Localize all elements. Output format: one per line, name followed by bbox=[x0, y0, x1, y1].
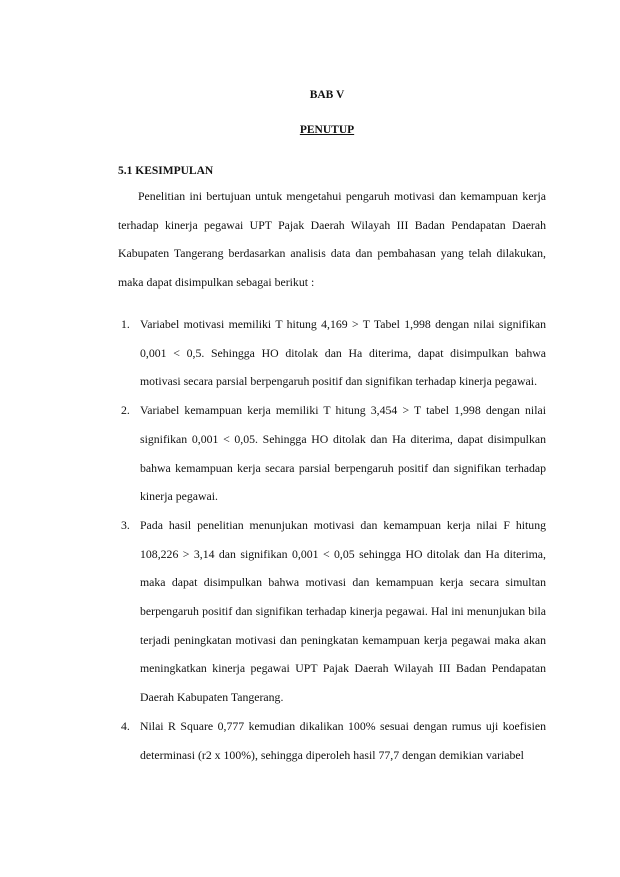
section-heading: 5.1 KESIMPULAN bbox=[118, 165, 214, 177]
chapter-title: PENUTUP bbox=[299, 124, 355, 136]
list-item-number: 3. bbox=[121, 517, 130, 532]
chapter-heading: BAB V bbox=[309, 89, 345, 101]
list-item bbox=[118, 310, 546, 396]
list-item-number: 1. bbox=[121, 317, 130, 331]
list-item-text: Nilai R Square 0,777 kemudian dikalikan 100% sesuai dengan rumus uji koefisien determinasi (r2 x 100%), sehingga diperoleh hasil 77,7 dengan demikian variabel bbox=[140, 718, 546, 762]
list-item bbox=[118, 511, 546, 712]
intro-paragraph: Penelitian ini bertujuan untuk mengetahui pengaruh motivasi dan kemampuan kerja terhadap kinerja pegawai UPT Pajak Daerah Wilayah III Badan Pendapatan Daerah Kabupaten Tangerang berdasarkan analisis data dan pembahasan yang telah dilakukan, maka dapat disimpulkan sebagai berikut : bbox=[118, 189, 546, 290]
conclusion-list bbox=[118, 310, 546, 769]
list-item-text: Pada hasil penelitian menunjukan motivasi dan kemampuan kerja nilai F hitung 108,226 > 3,14 dan signifikan 0,001 < 0,05 sehingga HO ditolak dan Ha diterima, maka dapat disimpulkan bahwa motivasi dan kemampuan kerja secara simultan berpengaruh positif dan signifikan terhadap kinerja pegawai. Hal ini menunjukan bila terjadi peningkatan motivasi dan peningkatan kemampuan kerja pegawai maka akan meningkatkan kinerja pegawai UPT Pajak Daerah Wilayah III Badan Pendapatan Daerah Kabupaten Tangerang. bbox=[140, 517, 546, 705]
list-item-number: 4. bbox=[121, 718, 130, 733]
list-item-text: Variabel motivasi memiliki T hitung 4,169 > T Tabel 1,998 dengan nilai signifikan 0,001 < 0,5. Sehingga HO ditolak dan Ha diterima, dapat disimpulkan bahwa motivasi secara parsial berpengaruh positif dan signifikan terhadap kinerja pegawai. bbox=[140, 317, 546, 389]
list-item bbox=[118, 396, 546, 511]
list-item bbox=[118, 712, 546, 769]
list-item-text: Variabel kemampuan kerja memiliki T hitung 3,454 > T tabel 1,998 dengan nilai signifikan 0,001 < 0,05. Sehingga HO ditolak dan Ha diterima, dapat disimpulkan bahwa kemampuan kerja secara parsial berpengaruh positif dan signifikan terhadap kinerja pegawai. bbox=[140, 403, 546, 504]
list-item-number: 2. bbox=[121, 403, 130, 418]
